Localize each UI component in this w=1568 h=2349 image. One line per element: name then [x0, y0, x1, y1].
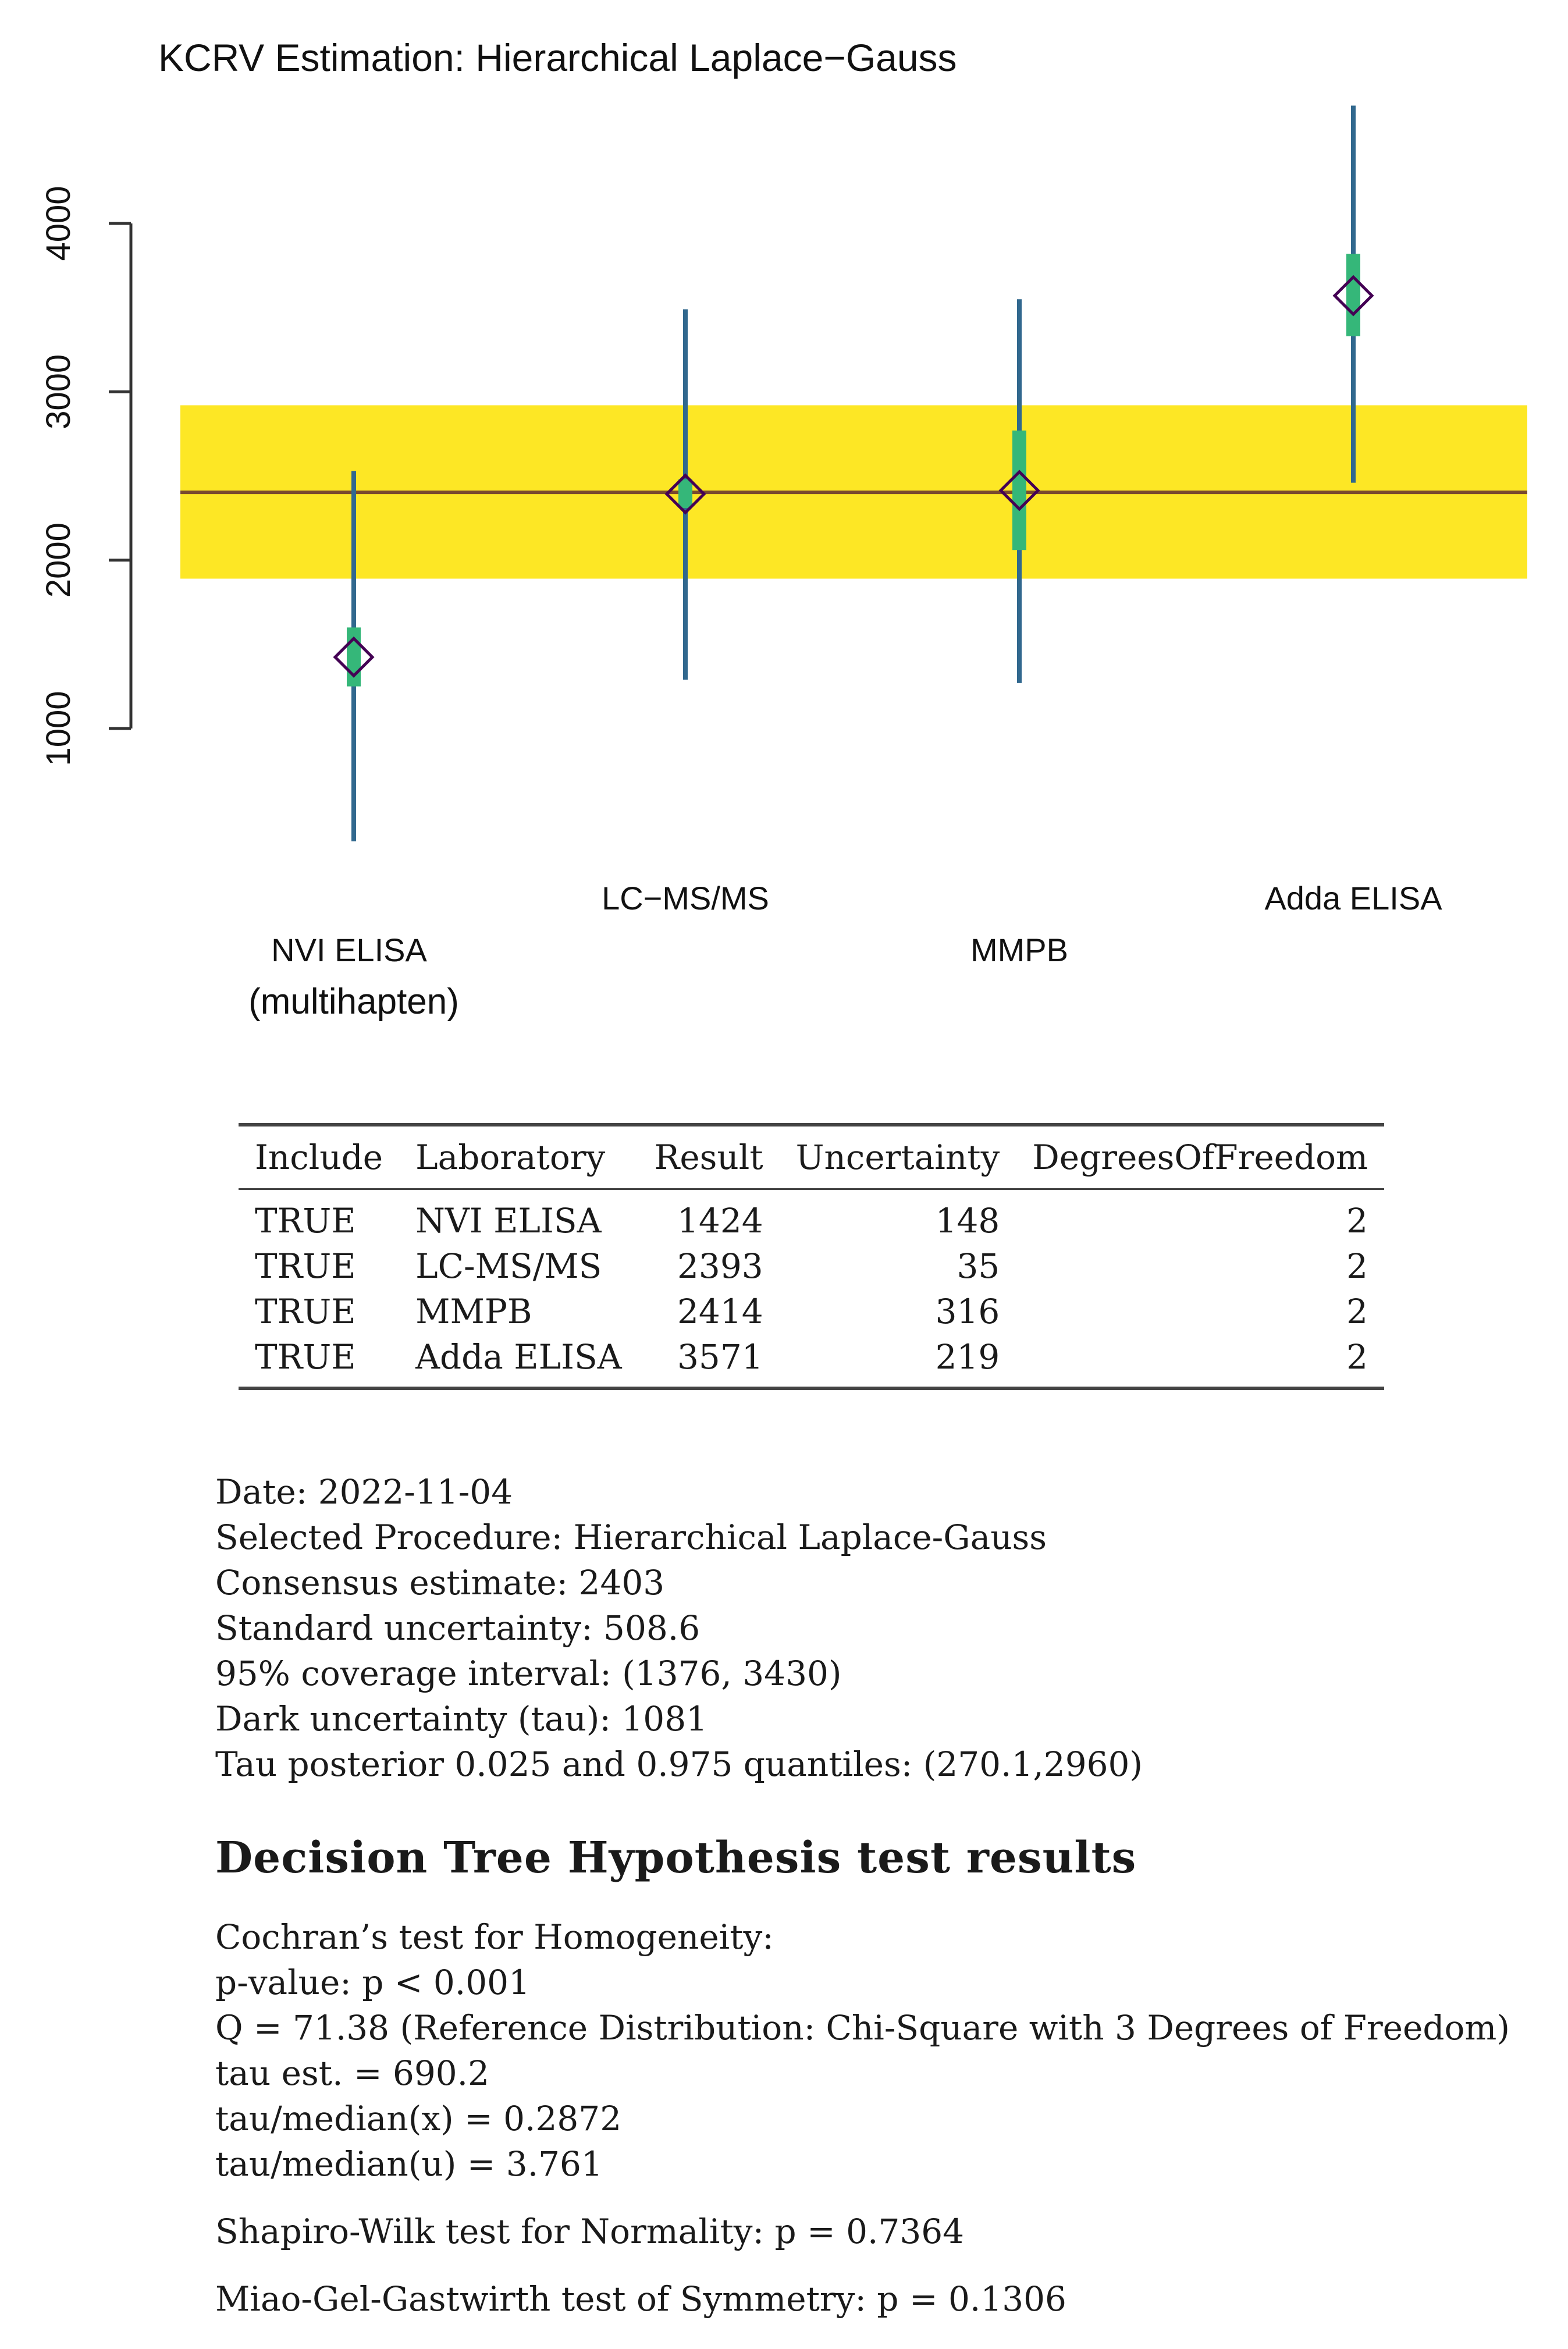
cell-laboratory: LC-MS/MS [415, 1246, 602, 1286]
cell-result: 2414 [677, 1292, 763, 1331]
chart-title: KCRV Estimation: Hierarchical Laplace−Gauss [158, 36, 957, 79]
y-tick-label: 1000 [40, 691, 77, 766]
shapiro-wilk-result: Shapiro-Wilk test for Normality: p = 0.7364 [215, 2212, 965, 2251]
table-row [239, 1243, 1384, 1289]
category-label-lc-ms-ms: LC−MS/MS [602, 880, 769, 916]
cell-uncertainty: 316 [935, 1292, 1000, 1331]
header-dof: DegreesOfFreedom [1016, 1125, 1384, 1189]
cell-result: 3571 [677, 1337, 763, 1377]
tau-median-x: tau/median(x) = 0.2872 [215, 2099, 622, 2138]
estimation-summary [215, 1469, 1143, 1787]
header-include: Include [239, 1125, 399, 1189]
header-laboratory: Laboratory [399, 1125, 638, 1189]
summary-coverage-interval: 95% coverage interval: (1376, 3430) [215, 1654, 842, 1693]
header-uncertainty: Uncertainty [780, 1125, 1016, 1189]
cochran-q-statistic: Q = 71.38 (Reference Distribution: Chi-Square with 3 Degrees of Freedom) [215, 2008, 1510, 2048]
cell-result: 2393 [677, 1246, 763, 1286]
y-tick-label: 4000 [40, 186, 77, 261]
category-label-nvi-elisa: NVI ELISA [271, 932, 427, 968]
cell-uncertainty: 148 [935, 1201, 1000, 1241]
cell-dof: 2 [1346, 1292, 1368, 1331]
category-sublabel-nvi-elisa: (multihapten) [248, 982, 459, 1022]
cell-dof: 2 [1346, 1246, 1368, 1286]
tests-heading: Decision Tree Hypothesis test results [215, 1833, 1137, 1883]
cell-include: TRUE [255, 1337, 356, 1377]
tau-median-u: tau/median(u) = 3.761 [215, 2144, 603, 2184]
hypothesis-tests [215, 1914, 1510, 2322]
kcrv-chart [0, 0, 1568, 1047]
category-label-adda-elisa: Adda ELISA [1264, 880, 1442, 916]
table-row [239, 1334, 1384, 1388]
tau-estimate: tau est. = 690.2 [215, 2053, 490, 2093]
cell-laboratory: Adda ELISA [415, 1337, 622, 1377]
cell-dof: 2 [1346, 1201, 1368, 1241]
category-label-mmpb: MMPB [970, 932, 1068, 968]
header-result: Result [638, 1125, 780, 1189]
cell-include: TRUE [255, 1292, 356, 1331]
cell-uncertainty: 219 [935, 1337, 1000, 1377]
cochran-p-value: p-value: p < 0.001 [215, 1963, 530, 2002]
summary-standard-uncertainty: Standard uncertainty: 508.6 [215, 1608, 701, 1648]
table-header-row [239, 1125, 1384, 1189]
table-row [239, 1189, 1384, 1244]
cell-include: TRUE [255, 1246, 356, 1286]
summary-date: Date: 2022-11-04 [215, 1472, 513, 1512]
table-row [239, 1289, 1384, 1334]
y-tick-label: 2000 [40, 523, 77, 598]
cochran-test-label: Cochran’s test for Homogeneity: [215, 1917, 774, 1957]
miao-gel-gastwirth-result: Miao-Gel-Gastwirth test of Symmetry: p = 0.1306 [215, 2279, 1066, 2319]
y-tick-label: 3000 [40, 354, 77, 429]
cell-laboratory: MMPB [415, 1292, 532, 1331]
cell-uncertainty: 35 [957, 1246, 1000, 1286]
cell-laboratory: NVI ELISA [415, 1201, 602, 1241]
summary-consensus: Consensus estimate: 2403 [215, 1563, 665, 1602]
summary-tau-posterior: Tau posterior 0.025 and 0.975 quantiles: (270.1,2960) [215, 1744, 1143, 1784]
summary-dark-uncertainty: Dark uncertainty (tau): 1081 [215, 1699, 708, 1739]
cell-include: TRUE [255, 1201, 356, 1241]
summary-procedure: Selected Procedure: Hierarchical Laplace-Gauss [215, 1518, 1047, 1557]
results-table [239, 1123, 1384, 1390]
cell-result: 1424 [677, 1201, 763, 1241]
cell-dof: 2 [1346, 1337, 1368, 1377]
